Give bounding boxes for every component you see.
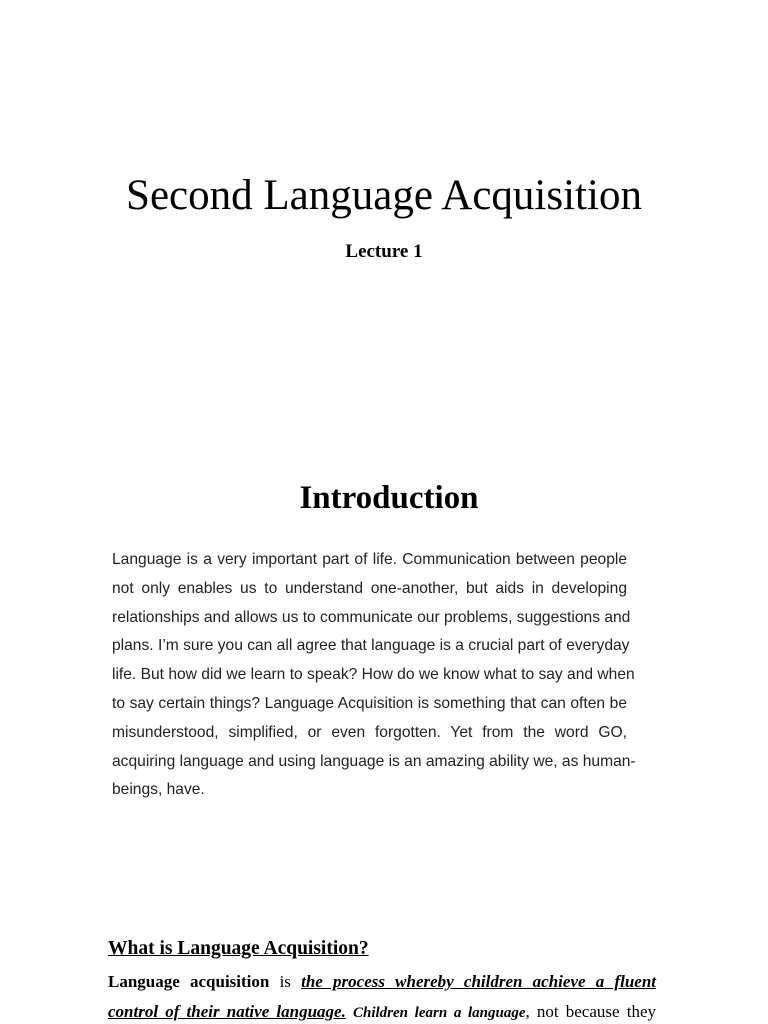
definition-emphasis: Children learn a language: [352, 1005, 526, 1021]
definition-tail: , not because they: [525, 1002, 656, 1021]
intro-line: relationships and allows us to communicate our problems, suggestions and: [112, 608, 631, 626]
document-title: Second Language Acquisition: [126, 172, 642, 219]
definition-highlight: control of their native language.: [108, 1002, 346, 1021]
intro-line: beings, have.: [112, 781, 205, 799]
definition-highlight: the process whereby children achieve a fluent: [301, 972, 656, 991]
section-heading-introduction: Introduction: [299, 480, 479, 516]
definition-term: Language acquisition: [108, 972, 270, 991]
definition-connector: is: [279, 972, 291, 991]
intro-line: plans. I’m sure you can all agree that language is a crucial part of everyday: [112, 637, 630, 655]
intro-line: not only enables us to understand one-another, but aids in developing: [112, 579, 627, 597]
intro-paragraph: [112, 546, 636, 805]
question-heading: What is Language Acquisition?: [108, 938, 369, 959]
intro-line: to say certain things? Language Acquisition is something that can often be: [112, 694, 627, 712]
document-subtitle: Lecture 1: [345, 241, 423, 262]
intro-line: life. But how did we learn to speak? How do we know what to say and when: [112, 666, 635, 684]
intro-line: misunderstood, simplified, or even forgotten. Yet from the word GO,: [112, 723, 627, 741]
definition-line: [108, 967, 656, 997]
intro-line: Language is a very important part of life. Communication between people: [112, 551, 627, 568]
definition-paragraph: [108, 967, 656, 1024]
definition-line: [108, 997, 656, 1024]
intro-line: acquiring language and using language is an amazing ability we, as human-: [112, 752, 636, 770]
